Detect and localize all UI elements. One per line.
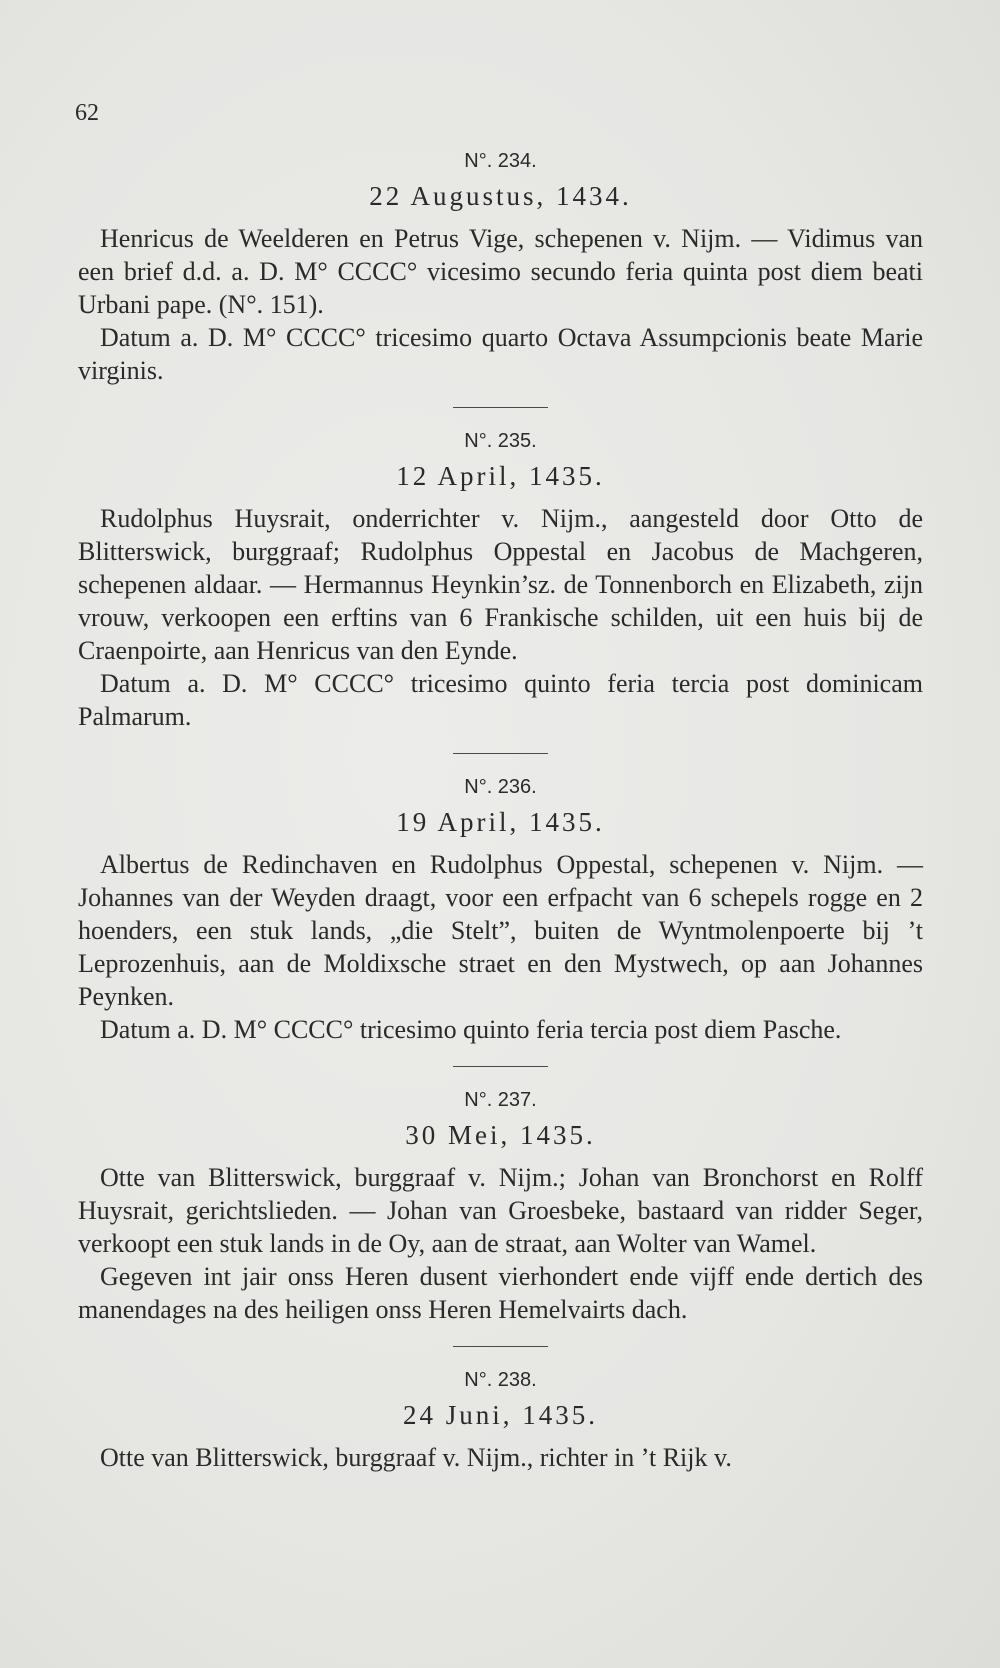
entry-number: N°. 234.	[464, 150, 537, 172]
entry-number: N°. 235.	[464, 430, 537, 452]
section-divider	[453, 1346, 548, 1347]
entry-number: N°. 238.	[464, 1369, 537, 1391]
entry-datum: Datum a. D. M° CCCC° tricesimo quinto feria tercia post dominicam Palmarum.	[78, 669, 923, 731]
entry-237	[78, 1089, 923, 1326]
entry-date: 12 April, 1435.	[396, 461, 605, 491]
entry-235	[78, 430, 923, 733]
entry-text: Otte van Blitterswick, burggraaf v. Nijm., richter in ’t Rijk v.	[100, 1443, 732, 1472]
section-divider	[453, 753, 548, 754]
page-content	[78, 150, 923, 1474]
entry-datum: Datum a. D. M° CCCC° tricesimo quinto feria tercia post diem Pasche.	[100, 1015, 842, 1044]
section-divider	[453, 407, 548, 408]
entry-236	[78, 776, 923, 1046]
entry-text: Albertus de Redinchaven en Rudolphus Oppestal, schepenen v. Nijm. — Johannes van der Weyden draagt, voor een erfpacht van 6 schepels rogge en 2 hoenders, een stuk lands, „die Stelt”, buiten de Wyntmolenpoerte bij ’t Leprozenhuis, aan de Moldixsche straet en den Mystwech, op aan Johannes Peynken.	[78, 850, 923, 1011]
entry-number: N°. 236.	[464, 776, 537, 798]
entry-number: N°. 237.	[464, 1089, 537, 1111]
entry-date: 22 Augustus, 1434.	[369, 181, 632, 211]
entry-238	[78, 1369, 923, 1474]
entry-234	[78, 150, 923, 387]
entry-text: Henricus de Weelderen en Petrus Vige, schepenen v. Nijm. — Vidimus van een brief d.d. a. D. M° CCCC° vicesimo secundo feria quinta post diem beati Urbani pape. (N°. 151).	[78, 224, 923, 319]
entry-datum: Gegeven int jair onss Heren dusent vierhondert ende vijff ende dertich des manendages na des heiligen onss Heren Hemelvairts dach.	[78, 1262, 923, 1324]
entry-text: Otte van Blitterswick, burggraaf v. Nijm.; Johan van Bronchorst en Rolff Huysrait, gerichtslieden. — Johan van Groesbeke, bastaard van ridder Seger, verkoopt een stuk lands in de Oy, aan de straat, aan Wolter van Wamel.	[78, 1163, 923, 1258]
section-divider	[453, 1066, 548, 1067]
page-number: 62	[75, 100, 99, 126]
entry-datum: Datum a. D. M° CCCC° tricesimo quarto Octava Assumpcionis beate Marie virginis.	[78, 323, 923, 385]
entry-date: 30 Mei, 1435.	[405, 1120, 596, 1150]
entry-date: 19 April, 1435.	[396, 807, 605, 837]
entry-date: 24 Juni, 1435.	[402, 1400, 598, 1430]
entry-text: Rudolphus Huysrait, onderrichter v. Nijm., aangesteld door Otto de Blitterswick, burggraaf; Rudolphus Oppestal en Jacobus de Machgeren, schepenen aldaar. — Hermannus Heynkin’sz. de Tonnenborch en Elizabeth, zijn vrouw, verkoopen een erftins van 6 Frankische schilden, uit een huis bij de Craenpoirte, aan Henricus van den Eynde.	[78, 504, 923, 665]
